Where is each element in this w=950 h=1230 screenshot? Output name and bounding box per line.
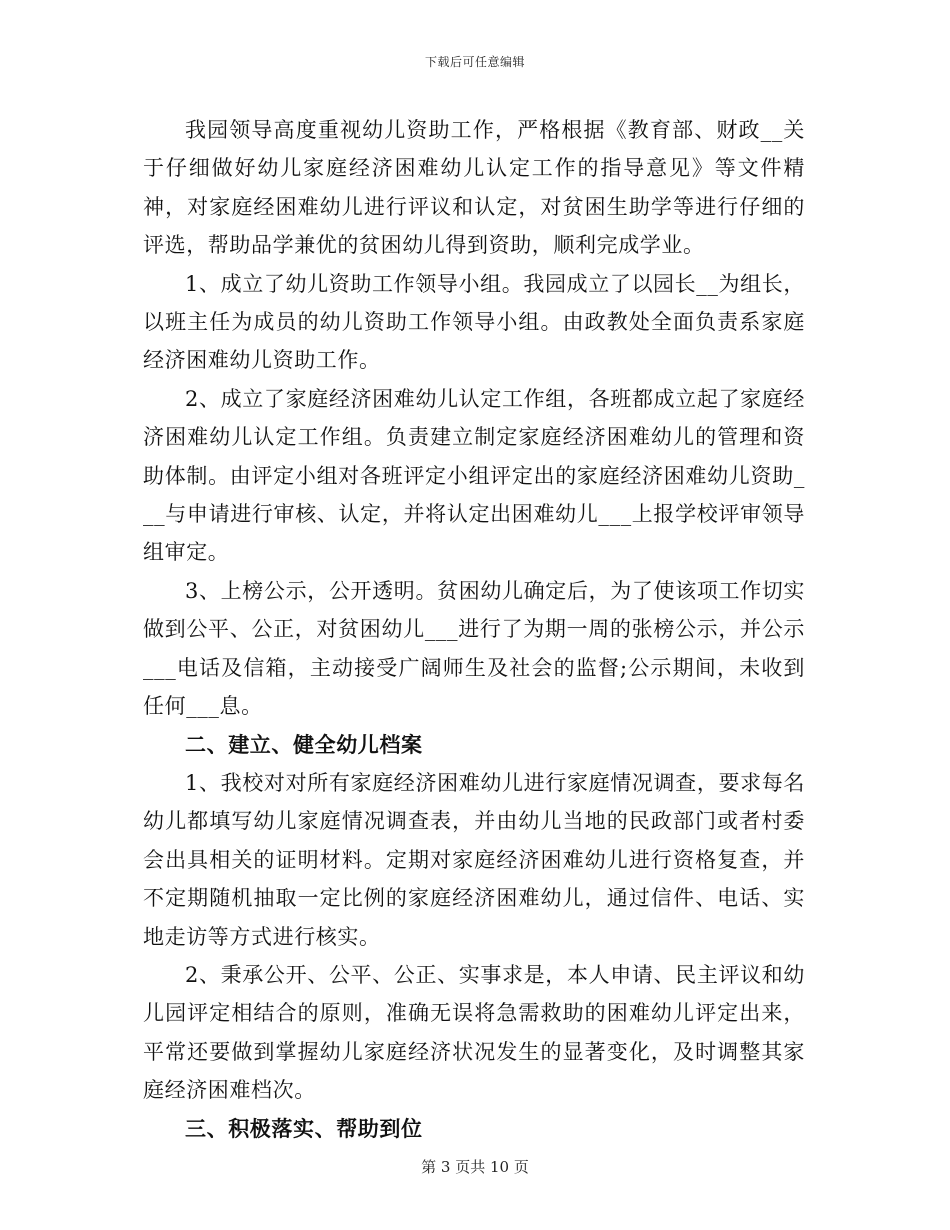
page-number: 第 3 页共 10 页 [421, 1158, 529, 1176]
paragraph-item-2: 2、成立了家庭经济困难幼儿认定工作组，各班都成立起了家庭经济困难幼儿认定工作组。负责建立制定家庭经济困难幼儿的管理和资助体制。由评定小组对各班评定小组评定出的家庭经济困难幼儿资助___与申请进行审核、认定，并将认定出困难幼儿___上报学校评审领导组审定。 [143, 386, 805, 565]
page-header-note: 下载后可任意编辑 [424, 55, 525, 69]
section2-paragraph-1: 1、我校对对所有家庭经济困难幼儿进行家庭情况调查，要求每名幼儿都填写幼儿家庭情况调查表，并由幼儿当地的民政部门或者村委会出具相关的证明材料。定期对家庭经济困难幼儿进行资格复查，并不定期随机抽取一定比例的家庭经济困难幼儿，通过信件、电话、实地走访等方式进行核实。 [143, 770, 805, 949]
paragraph-item-3: 3、上榜公示，公开透明。贫困幼儿确定后，为了使该项工作切实做到公平、公正，对贫困幼儿___进行了为期一周的张榜公示，并公示___电话及信箱，主动接受广阔师生及社会的监督;公示期间，未收到任何___息。 [143, 578, 805, 719]
intro-paragraph: 我园领导高度重视幼儿资助工作，严格根据《教育部、财政__关于仔细做好幼儿家庭经济困难幼儿认定工作的指导意见》等文件精神，对家庭经困难幼儿进行评议和认定，对贫困生助学等进行仔细的评选，帮助品学兼优的贫困幼儿得到资助，顺利完成学业。 [143, 118, 805, 258]
section-heading-3: 三、积极落实、帮助到位 [185, 1115, 423, 1141]
paragraph-item-1: 1、成立了幼儿资助工作领导小组。我园成立了以园长__为组长，以班主任为成员的幼儿资助工作领导小组。由政教处全面负责系家庭经济困难幼儿资助工作。 [143, 271, 805, 373]
section-heading-2: 二、建立、健全幼儿档案 [185, 731, 423, 757]
document-body [143, 111, 805, 1148]
section2-paragraph-2: 2、秉承公开、公平、公正、实事求是，本人申请、民主评议和幼儿园评定相结合的原则，准确无误将急需救助的困难幼儿评定出来，平常还要做到掌握幼儿家庭经济状况发生的显著变化，及时调整其家庭经济困难档次。 [143, 962, 805, 1103]
